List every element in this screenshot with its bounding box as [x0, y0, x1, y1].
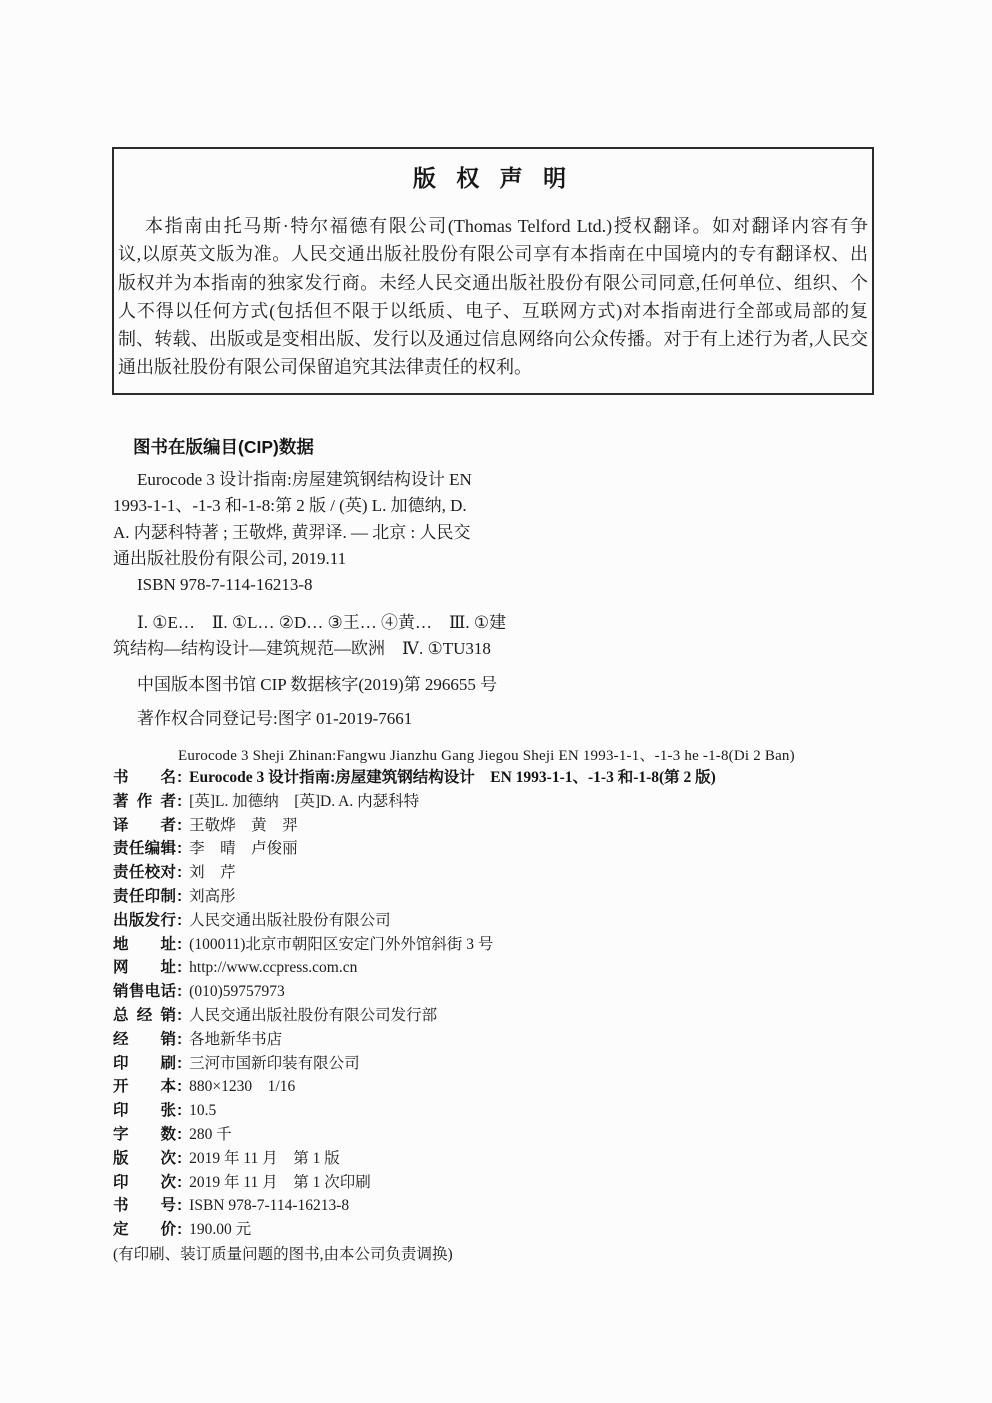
row-colon: : — [177, 769, 183, 786]
row-colon: : — [177, 983, 183, 1001]
row-format — [113, 1075, 879, 1099]
row-colon: : — [177, 911, 183, 929]
cip-number-line: 中国版本图书馆 CIP 数据核字(2019)第 296655 号 — [137, 675, 498, 694]
row-colon: : — [177, 1125, 183, 1143]
row-label: 责任校对 — [113, 864, 176, 882]
copyright-body-line: 通出版社股份有限公司保留追究其法律责任的权利。 — [118, 357, 532, 378]
row-label: 印 刷 — [113, 1054, 176, 1072]
row-label: 出版发行 — [113, 911, 176, 929]
cip-record-line: 1993-1-1、-1-3 和-1-8:第 2 版 / (英) L. 加德纳, D. — [113, 496, 467, 516]
row-label: 地 址 — [113, 935, 176, 953]
copyright-statement-box — [112, 147, 874, 395]
row-impression — [113, 1171, 879, 1195]
row-general-distributor — [113, 1004, 879, 1028]
row-label: 责任印制 — [113, 887, 176, 905]
row-value: 人民交通出版社股份有限公司发行部 — [189, 1006, 438, 1024]
row-value: Eurocode 3 设计指南:房屋建筑钢结构设计 EN 1993-1-1、-1-3 和-1-8(第 2 版) — [189, 769, 716, 786]
row-print-supervisor — [113, 885, 879, 909]
row-label: 印 次 — [113, 1173, 176, 1191]
row-book-number — [113, 1194, 879, 1218]
row-executive-editor — [113, 837, 879, 861]
row-label: 书 名 — [113, 769, 176, 786]
copyright-statement-title: 版 权 声 明 — [412, 165, 574, 191]
copyright-body-line: 制、转载、出版或是变相出版、发行以及通过信息网络向公众传播。对于有上述行为者,人民交 — [118, 329, 868, 350]
row-value: 280 千 — [189, 1125, 232, 1143]
row-value: http://www.ccpress.com.cn — [189, 959, 358, 977]
row-colon: : — [177, 959, 183, 977]
cip-isbn-line: ISBN 978-7-114-16213-8 — [137, 575, 313, 595]
cip-record-line: Eurocode 3 设计指南:房屋建筑钢结构设计 EN — [137, 470, 472, 489]
row-publisher — [113, 909, 879, 933]
row-proofreader — [113, 861, 879, 885]
row-label: 书 号 — [113, 1197, 176, 1215]
row-colon: : — [177, 816, 183, 834]
row-colon: : — [177, 935, 183, 953]
row-colon: : — [177, 1173, 183, 1191]
row-printer — [113, 1052, 879, 1076]
row-label: 总 经 销 — [113, 1006, 176, 1024]
row-value: 李 晴 卢俊丽 — [189, 840, 298, 858]
row-sales-phone — [113, 980, 879, 1004]
row-colon: : — [177, 792, 183, 810]
row-label: 责任编辑 — [113, 840, 176, 858]
row-value: 刘 芹 — [189, 864, 236, 882]
row-address — [113, 933, 879, 957]
row-website — [113, 956, 879, 980]
row-label: 版 次 — [113, 1149, 176, 1167]
cip-classification-line: 筑结构—结构设计—建筑规范—欧洲 Ⅳ. ①TU318 — [113, 639, 491, 659]
cip-classification — [113, 610, 653, 663]
copyright-registration-line: 著作权合同登记号:图字 01-2019-7661 — [137, 709, 413, 728]
copyright-body-line: 版权并为本指南的独家发行商。未经人民交通出版社股份有限公司同意,任何单位、组织、个 — [118, 272, 868, 293]
cip-classification-line: Ⅰ. ①E… Ⅱ. ①L… ②D… ③王… ④黄… Ⅲ. ①建 — [137, 613, 507, 632]
row-printed-sheets — [113, 1099, 879, 1123]
row-colon: : — [177, 1078, 183, 1096]
row-label: 字 数 — [113, 1125, 176, 1143]
copyright-body-line: 人不得以任何方式(包括但不限于以纸质、电子、互联网方式)对本指南进行全部或局部的复 — [118, 300, 868, 321]
row-value: 人民交通出版社股份有限公司 — [189, 911, 391, 929]
row-value: 880×1230 1/16 — [189, 1078, 296, 1096]
row-colon: : — [177, 1102, 183, 1120]
row-colon: : — [177, 864, 183, 882]
pinyin-title: Eurocode 3 Sheji Zhinan:Fangwu Jianzhu Gang Jiegou Sheji EN 1993-1-1、-1-3 he -1-8(Di 2 Ban) — [178, 748, 795, 764]
row-distributor — [113, 1028, 879, 1052]
row-word-count — [113, 1123, 879, 1147]
cip-record — [113, 467, 653, 598]
row-label: 著 作 者 — [113, 792, 176, 810]
row-colon: : — [177, 887, 183, 905]
row-label: 网 址 — [113, 959, 176, 977]
row-label: 印 张 — [113, 1102, 176, 1120]
row-colon: : — [177, 1197, 183, 1215]
cip-heading: 图书在版编目(CIP)数据 — [133, 437, 314, 457]
copyright-body-line: 本指南由托马斯·特尔福德有限公司(Thomas Telford Ltd.)授权翻译。如对翻译内容有争 — [145, 216, 868, 236]
row-colon: : — [177, 840, 183, 858]
row-value: (100011)北京市朝阳区安定门外外馆斜街 3 号 — [189, 935, 494, 953]
row-label: 译 者 — [113, 816, 176, 834]
row-label: 开 本 — [113, 1078, 176, 1096]
copyright-statement-body — [118, 212, 868, 382]
row-edition — [113, 1147, 879, 1171]
row-value: (010)59757973 — [189, 983, 285, 1001]
row-book-title — [113, 766, 879, 790]
cip-record-line: 通出版社股份有限公司, 2019.11 — [113, 548, 347, 568]
row-colon: : — [177, 1006, 183, 1024]
row-price — [113, 1218, 879, 1242]
publication-info-list — [113, 766, 879, 1266]
row-value: 2019 年 11 月 第 1 次印刷 — [189, 1173, 371, 1191]
copyright-body-line: 议,以原英文版为准。人民交通出版社股份有限公司享有本指南在中国境内的专有翻译权、出 — [118, 244, 868, 265]
row-value: 2019 年 11 月 第 1 版 — [189, 1149, 340, 1167]
row-label: 销售电话 — [113, 983, 176, 1001]
row-value: 190.00 元 — [189, 1221, 252, 1239]
row-label: 经 销 — [113, 1030, 176, 1048]
row-value: 三河市国新印装有限公司 — [189, 1054, 360, 1072]
row-value: 10.5 — [189, 1102, 217, 1120]
row-value: 刘高彤 — [189, 887, 236, 905]
quality-exchange-note: (有印刷、装订质量问题的图书,由本公司负责调换) — [113, 1246, 453, 1264]
row-label: 定 价 — [113, 1221, 176, 1239]
row-colon: : — [177, 1054, 183, 1072]
row-value: 王敬烨 黄 羿 — [189, 816, 298, 834]
row-authors — [113, 790, 879, 814]
row-value: ISBN 978-7-114-16213-8 — [189, 1197, 350, 1215]
cip-record-line: A. 内瑟科特著 ; 王敬烨, 黄羿译. — 北京 : 人民交 — [113, 522, 471, 542]
row-value: 各地新华书店 — [189, 1030, 283, 1048]
row-colon: : — [177, 1149, 183, 1167]
row-translators — [113, 814, 879, 838]
row-colon: : — [177, 1221, 183, 1239]
row-value: [英]L. 加德纳 [英]D. A. 内瑟科特 — [189, 792, 420, 810]
row-colon: : — [177, 1030, 183, 1048]
